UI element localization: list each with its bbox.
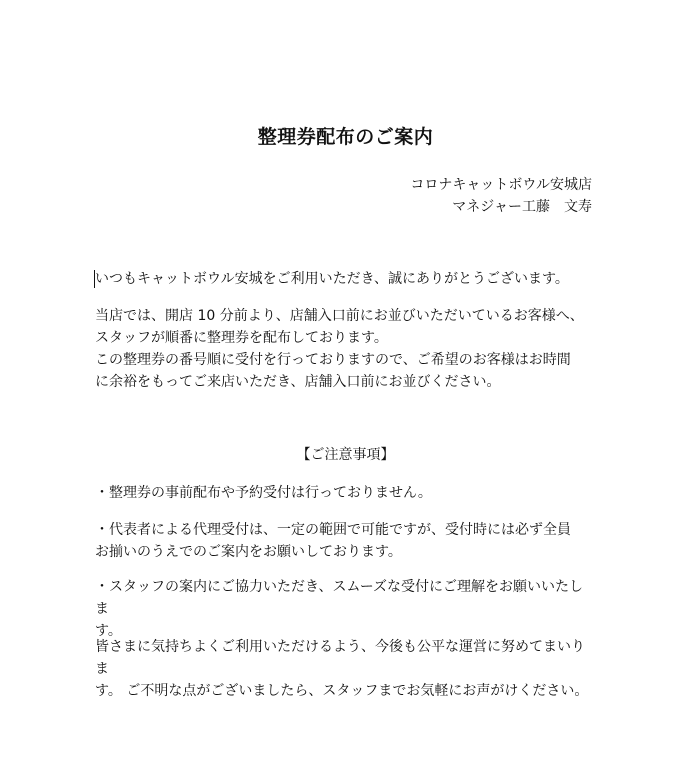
closing-line: 皆さまに気持ちよくご利用いただけるよう、今後も公平な運営に努めてまいりま [95, 639, 585, 677]
note-line: ・代表者による代理受付は、一定の範囲で可能ですが、受付時には必ず全員 [95, 522, 571, 538]
store-info-line: に余裕をもってご来店いただき、店舗入口前にお並びください。 [95, 374, 501, 390]
note-line: お揃いのうえでのご案内をお願いしております。 [95, 544, 402, 560]
closing-line: す。 ご不明な点がございましたら、スタッフまでお気軽にお声がけください。 [95, 683, 589, 699]
note-line: す。 [95, 623, 122, 639]
sender-store: コロナキャットボウル安城店 [410, 177, 592, 193]
note-item [95, 519, 595, 563]
note-item [95, 576, 595, 642]
note-line: ・スタッフの案内にご協力いただき、スムーズな受付にご理解をお願いいたしま [95, 579, 584, 617]
store-info-paragraph [95, 305, 595, 393]
greeting-paragraph[interactable] [95, 268, 595, 290]
greeting-text: いつもキャットボウル安城をご利用いただき、誠にありがとうございます。 [95, 271, 569, 287]
store-info-line: この整理券の番号順に受付を行っておりますので、ご希望のお客様はお時間 [95, 352, 571, 368]
store-info-line: スタッフが順番に整理券を配布しております。 [95, 330, 388, 346]
document-title: 整理券配布のご案内 [257, 126, 434, 148]
note-item [95, 482, 595, 504]
closing-paragraph [95, 636, 595, 702]
sender-block [410, 174, 592, 218]
note-line: ・整理券の事前配布や予約受付は行っておりません。 [95, 485, 432, 501]
text-cursor [94, 270, 95, 288]
sender-manager: マネジャー工藤 文寿 [452, 199, 592, 215]
store-info-line: 当店では、開店 10 分前より、店舗入口前にお並びいただいているお客様へ、 [95, 308, 584, 324]
notes-heading: 【ご注意事項】 [296, 447, 395, 463]
